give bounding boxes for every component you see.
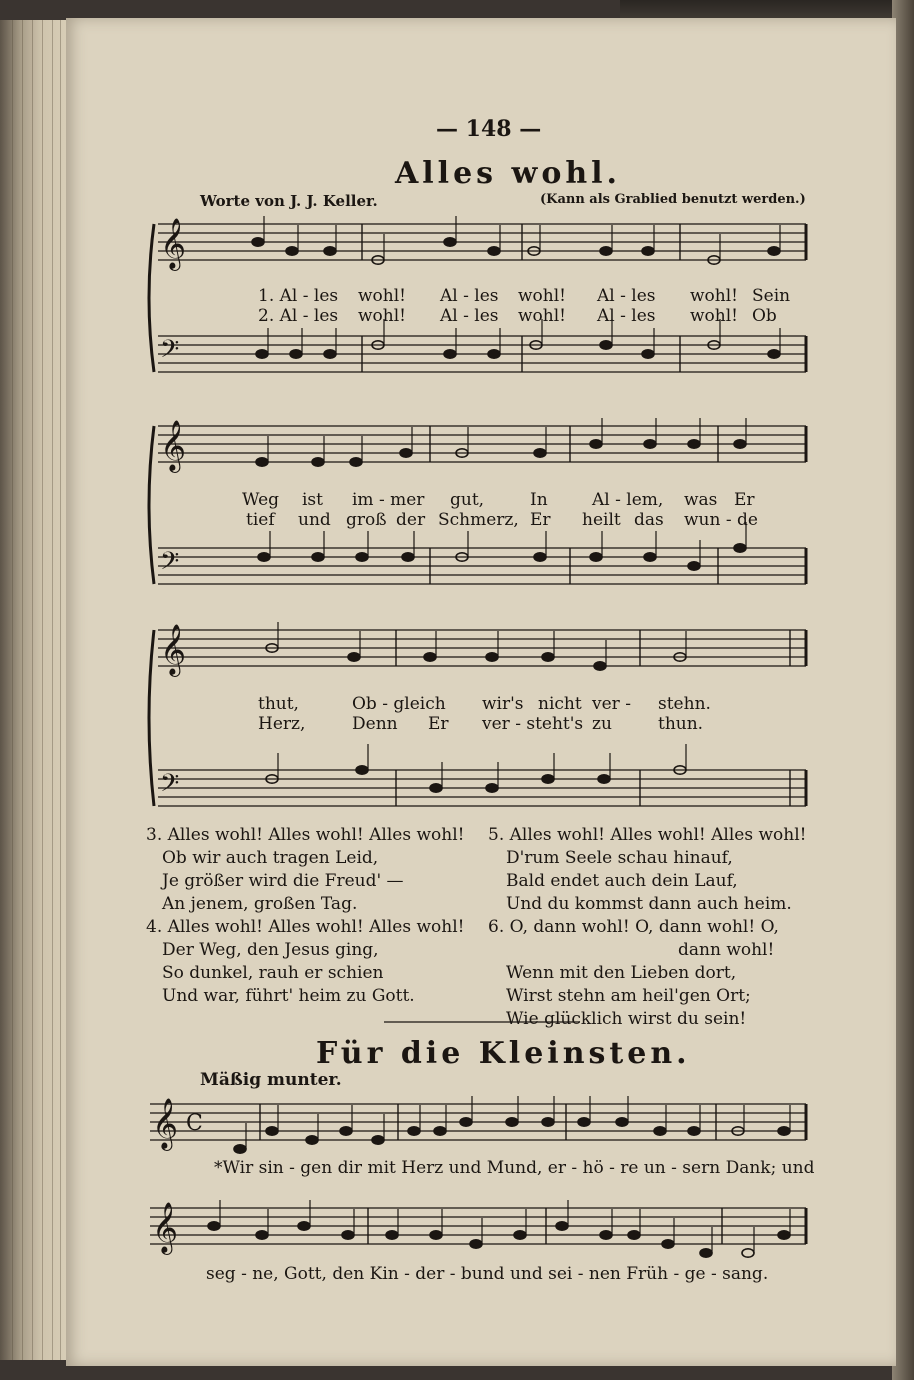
lyric: der: [396, 510, 426, 530]
note-head: [258, 553, 270, 561]
note-head: [542, 653, 554, 661]
bass-clef: 𝄢: [160, 335, 180, 370]
note-head: [434, 1127, 446, 1135]
verse-line: 6. O, dann wohl! O, dann wohl! O,: [488, 917, 779, 937]
note-head: [768, 350, 780, 358]
lyric: das: [634, 510, 664, 530]
lyric: Al - les: [440, 286, 499, 306]
note-head: [290, 350, 302, 358]
note-head: [256, 350, 268, 358]
note-head: [542, 775, 554, 783]
lyric-line: *Wir sin - gen dir mit Herz und Mund, er - hö - re un - sern Dank; und: [214, 1158, 815, 1178]
note-head: [486, 784, 498, 792]
lyric: wohl!: [690, 306, 739, 326]
verse-4: [146, 916, 464, 1008]
note-head: [506, 1118, 518, 1126]
note-head: [408, 1127, 420, 1135]
note-head: [460, 1118, 472, 1126]
note-head: [252, 238, 264, 246]
treble-clef: 𝄞: [160, 218, 187, 269]
note-head: [556, 1222, 568, 1230]
lyric: ver - steht's: [482, 714, 584, 734]
lyric: nicht: [538, 694, 582, 714]
note-head: [350, 458, 362, 466]
verse-line: Wirst stehn am heil'gen Ort;: [506, 986, 751, 1006]
lyric: Ob - gleich: [352, 694, 446, 714]
lyric: was: [684, 490, 718, 510]
note-head: [534, 553, 546, 561]
lyric: im - mer: [352, 490, 425, 510]
note-head: [286, 247, 298, 255]
note-head: [372, 1136, 384, 1144]
note-head: [628, 1231, 640, 1239]
verse-6: [488, 916, 779, 1031]
system-brace: [149, 630, 154, 806]
verse-line: Wenn mit den Lieben dort,: [506, 963, 737, 983]
note-head: [598, 775, 610, 783]
song-author: Worte von J. J. Keller.: [200, 192, 378, 210]
note-head: [340, 1127, 352, 1135]
note-head: [644, 440, 656, 448]
verse-line: D'rum Seele schau hinauf,: [506, 848, 733, 868]
lyric: Al - les: [597, 286, 656, 306]
lyric: Al - lem,: [592, 490, 664, 510]
note-head: [470, 1240, 482, 1248]
note-head: [324, 350, 336, 358]
bass-clef: 𝄢: [160, 547, 180, 582]
lyric: 2. Al - les: [258, 306, 339, 326]
note-head: [444, 350, 456, 358]
lyric: thun.: [658, 714, 704, 734]
verse-line: Bald endet auch dein Lauf,: [506, 871, 738, 891]
note-head: [356, 553, 368, 561]
lyric: wohl!: [518, 306, 567, 326]
lyric: ist: [302, 490, 323, 510]
note-head: [208, 1222, 220, 1230]
note-head: [256, 458, 268, 466]
system-brace: [149, 224, 154, 372]
lyric: Er: [428, 714, 449, 734]
note-head: [644, 553, 656, 561]
note-head: [444, 238, 456, 246]
lyric: tief: [246, 510, 275, 530]
note-head: [578, 1118, 590, 1126]
note-head: [298, 1222, 310, 1230]
lyric: Schmerz,: [438, 510, 519, 530]
verse-line: Und du kommst dann auch heim.: [506, 894, 792, 914]
note-head: [642, 350, 654, 358]
lyric: und: [298, 510, 331, 530]
lyric: thut,: [258, 694, 299, 714]
verse-line: Und war, führt' heim zu Gott.: [162, 986, 415, 1006]
note-head: [348, 653, 360, 661]
song-usage-note: (Kann als Grablied benutzt werden.): [540, 192, 806, 207]
lyric: wir's: [482, 694, 524, 714]
lyric: In: [530, 490, 548, 510]
note-head: [734, 544, 746, 552]
verse-line: So dunkel, rauh er schien: [162, 963, 384, 983]
lyric: wohl!: [358, 306, 407, 326]
lyric: wohl!: [518, 286, 567, 306]
verse-line: dann wohl!: [678, 940, 775, 960]
treble-clef: 𝄞: [152, 1098, 179, 1149]
note-head: [256, 1231, 268, 1239]
note-head: [688, 440, 700, 448]
lyric: stehn.: [658, 694, 711, 714]
note-head: [590, 440, 602, 448]
note-head: [306, 1136, 318, 1144]
treble-clef: 𝄞: [152, 1202, 179, 1253]
verse-line: Ob wir auch tragen Leid,: [162, 848, 379, 868]
note-head: [514, 1231, 526, 1239]
note-head: [734, 440, 746, 448]
note-head: [778, 1231, 790, 1239]
lyric: Ob: [752, 306, 777, 326]
verse-line: 3. Alles wohl! Alles wohl! Alles wohl!: [146, 825, 465, 845]
lyric: Sein: [752, 286, 791, 306]
lyric: gut,: [450, 490, 485, 510]
note-head: [488, 247, 500, 255]
note-head: [600, 341, 612, 349]
song-title-alles-wohl: Alles wohl.: [395, 156, 621, 191]
lyric: ver -: [592, 694, 631, 714]
lyric: Weg: [242, 490, 280, 510]
lyric: Denn: [352, 714, 398, 734]
common-time-sign: C: [186, 1111, 203, 1136]
note-head: [342, 1231, 354, 1239]
note-head: [662, 1240, 674, 1248]
page-number: — 148 —: [436, 116, 542, 142]
note-head: [642, 247, 654, 255]
note-head: [234, 1145, 246, 1153]
note-head: [768, 247, 780, 255]
tempo-marking: Mäßig munter.: [200, 1070, 342, 1090]
verse-line: 4. Alles wohl! Alles wohl! Alles wohl!: [146, 917, 465, 937]
lyric: zu: [592, 714, 612, 734]
note-head: [778, 1127, 790, 1135]
note-head: [600, 1231, 612, 1239]
verse-line: 5. Alles wohl! Alles wohl! Alles wohl!: [488, 825, 807, 845]
note-head: [742, 1249, 754, 1257]
lyric: 1. Al - les: [258, 286, 339, 306]
verse-line: Wie glücklich wirst du sein!: [506, 1009, 747, 1029]
lyric: groß: [346, 510, 387, 530]
note-head: [430, 784, 442, 792]
note-head: [534, 449, 546, 457]
note-head: [400, 449, 412, 457]
treble-clef: 𝄞: [160, 420, 187, 471]
note-head: [324, 247, 336, 255]
note-head: [688, 1127, 700, 1135]
note-head: [356, 766, 368, 774]
note-head: [488, 350, 500, 358]
system-brace: [149, 426, 154, 584]
verse-line: Je größer wird die Freud' —: [162, 871, 404, 891]
note-head: [616, 1118, 628, 1126]
note-head: [700, 1249, 712, 1257]
note-head: [312, 458, 324, 466]
note-head: [386, 1231, 398, 1239]
lyric: Al - les: [440, 306, 499, 326]
lyric-line: seg - ne, Gott, den Kin - der - bund und sei - nen Früh - ge - sang.: [206, 1264, 769, 1284]
note-head: [600, 247, 612, 255]
bass-clef: 𝄢: [160, 769, 180, 804]
note-head: [688, 562, 700, 570]
lyric: wun - de: [684, 510, 758, 530]
verse-3: [146, 824, 464, 916]
note-head: [402, 553, 414, 561]
verse-5: [488, 824, 806, 916]
verse-line: An jenem, großen Tag.: [162, 894, 358, 914]
note-head: [654, 1127, 666, 1135]
lyric: heilt: [582, 510, 621, 530]
note-head: [312, 553, 324, 561]
note-head: [594, 662, 606, 670]
verse-line: Der Weg, den Jesus ging,: [162, 940, 379, 960]
lyric: Er: [734, 490, 755, 510]
lyric: wohl!: [690, 286, 739, 306]
lyric: Herz,: [258, 714, 306, 734]
note-head: [266, 1127, 278, 1135]
song-title-fuer-die-kleinsten: Für die Kleinsten.: [316, 1036, 691, 1071]
note-head: [424, 653, 436, 661]
lyric: Al - les: [597, 306, 656, 326]
note-head: [542, 1118, 554, 1126]
note-head: [430, 1231, 442, 1239]
lyric: Er: [530, 510, 551, 530]
treble-clef: 𝄞: [160, 624, 187, 675]
note-head: [486, 653, 498, 661]
note-head: [590, 553, 602, 561]
lyric: wohl!: [358, 286, 407, 306]
